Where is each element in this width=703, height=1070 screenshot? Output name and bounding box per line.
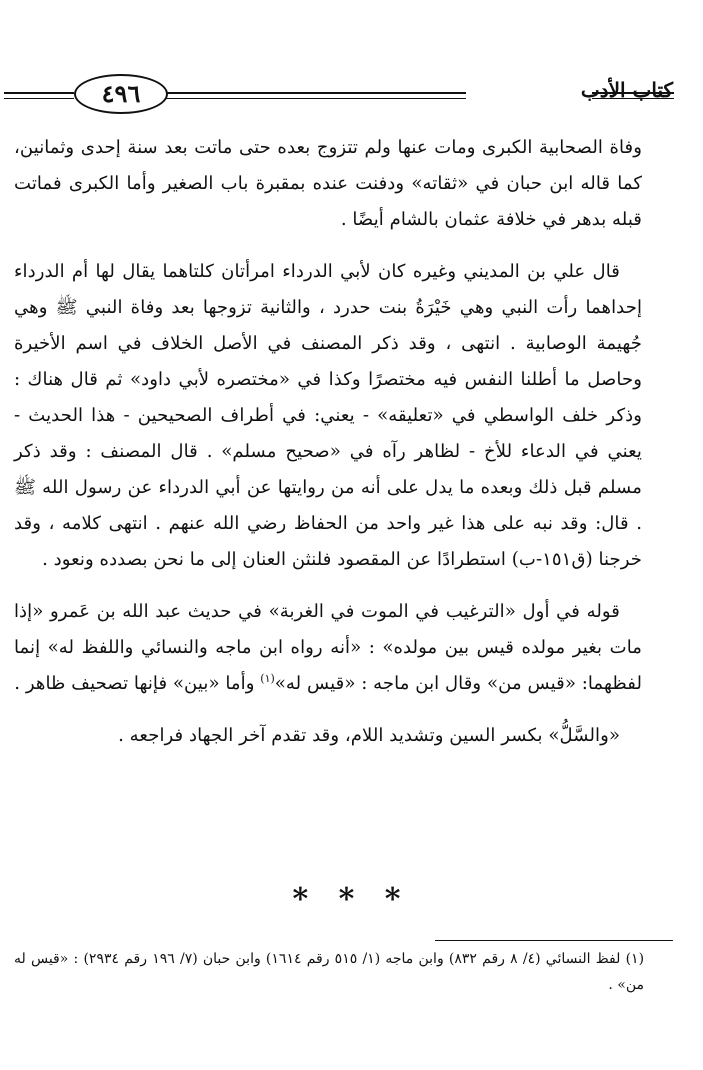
header-rule-left-inner: [4, 98, 74, 99]
header-rule-right-inner: [166, 98, 466, 99]
header-rule-far-right: [592, 92, 674, 94]
paragraph-3: [14, 594, 642, 702]
paragraph-3-continued: وأما «بين» فإنها تصحيف ظاهر .: [14, 673, 261, 694]
header-rule-left-outer: [4, 92, 74, 94]
book-title: كتاب الأدب: [580, 78, 673, 102]
footnote-rule: [435, 940, 673, 941]
paragraph-1: وفاة الصحابية الكبرى ومات عنها ولم تتزوج بعده حتى ماتت بعد سنة إحدى وثمانين، كما قاله ابن حبان في «ثقاته» ودفنت عنده بمقبرة باب الصغير وأما الكبرى فماتت قبله بدهر في خلافة عثمان بالشام أيضًا .: [14, 137, 642, 230]
section-separator: * * *: [292, 882, 411, 917]
paragraph-4: «والسَّلُّ» بكسر السين وتشديد اللام، وقد تقدم آخر الجهاد فراجعه .: [118, 725, 620, 746]
header-rule-far-right-inner: [592, 98, 674, 99]
paragraph-3-text: قوله في أول «الترغيب في الموت في الغربة» في حديث عبد الله بن عَمرو «إذا مات بغير مولده قيس بين مولده» : «أنه رواه ابن ماجه والنسائي واللفظ له» إنما لفظهما: «قيس من» وقال ابن ماجه : «قيس له»: [14, 601, 642, 694]
footnote: (١) لفظ النسائي (٤/ ٨ رقم ٨٣٢) وابن ماجه (١/ ٥١٥ رقم ١٦١٤) وابن حبان (٧/ ١٩٦ رقم ٢٩٣٤) : «قيس له من» .: [14, 951, 645, 993]
footnote-marker: (١): [260, 671, 275, 685]
header-rule-right-outer: [166, 92, 466, 94]
paragraph-2: قال علي بن المديني وغيره كان لأبي الدرداء امرأتان كلتاهما يقال لها أم الدرداء إحداهما رأت النبي وهي خَيْرَةُ بنت حدرد ، والثانية تزوجها بعد وفاة النبي ﷺ وهي جُهيمة الوصابية . انتهى ، وقد ذكر المصنف في الأصل الخلاف في اسم الأخيرة وحاصل ما أطلنا النفس فيه مختصرًا وكذا في «مختصره لأبي داود» ثم قال هناك : وذكر خلف الواسطي في «تعليقه» - يعني: في أطراف الصحيحين - هذا الحديث - يعني في الدعاء للأخ - لظاهر رآه في «صحيح مسلم» . قال المصنف : وقد ذكر مسلم قبل ذلك وبعده ما يدل على أنه من روايتها عن أبي الدرداء عن رسول الله ﷺ . قال: وقد نبه على هذا غير واحد من الحفاظ رضي الله عنهم . انتهى كلامه ، وقد خرجنا (ق١٥١-ب) استطرادًا عن المقصود فلنثن العنان إلى ما نحن بصدده ونعود .: [14, 261, 642, 570]
page-number: ٤٩٦: [74, 74, 168, 114]
main-text: [14, 130, 642, 754]
page-header: [0, 72, 703, 122]
